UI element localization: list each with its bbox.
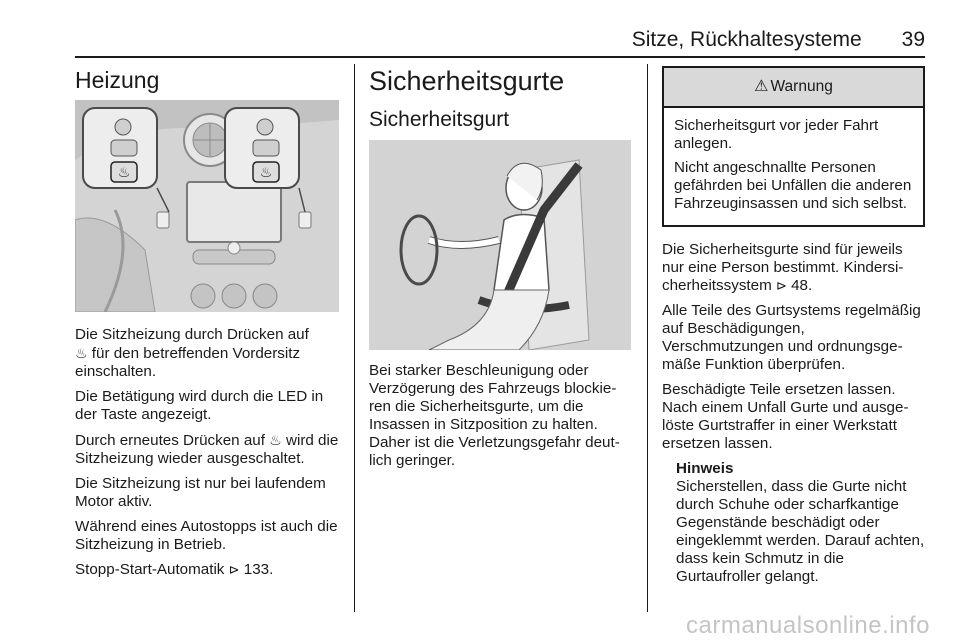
paragraph-2: Alle Teile des Gurtsystems regelmäßig auf Beschädigungen, Verschmutzungen und ordnungsgemäße Funktion überprüfen. [662, 302, 921, 373]
paragraph-1: Bei starker Beschleunigung oder Verzögerung des Fahrzeugs blockieren die Sicherheitsgurte, um die Insassen in Sitzposition zu halten. Daher ist die Verletzungsgefahr deutlich geringer. [369, 362, 620, 469]
heizung-text [75, 326, 345, 586]
page-reference-link[interactable]: 133. [243, 561, 274, 578]
warning-paragraph-2: Nicht angeschnallte Personen gefährden bei Unfällen die anderen Fahrzeuginsassen und sich selbst. [674, 159, 912, 212]
paragraph-3: Beschädigte Teile ersetzen lassen. Nach einem Unfall Gurte und ausgelöste Gurtstraffer in einer Werkstatt ersetzen lassen. [662, 381, 909, 452]
section-heading-heizung: Heizung [75, 67, 160, 93]
seatbelt-illustration [369, 140, 631, 350]
warning-body [664, 108, 923, 225]
note-title: Hinweis [676, 460, 734, 477]
warning-triangle-icon: ⚠ [754, 78, 769, 95]
note-box [676, 460, 925, 586]
page-header [75, 28, 925, 54]
dashboard-illustration [75, 100, 339, 312]
page-number: 39 [901, 28, 925, 51]
section-heading-sicherheitsgurte: Sicherheitsgurte [369, 66, 565, 96]
chapter-title: Sitze, Rückhaltesysteme [631, 28, 862, 51]
seat-heating-icon: ♨ [75, 345, 88, 361]
warning-box [662, 66, 925, 227]
seatbelt-figure [369, 140, 631, 350]
gurt-text [662, 241, 925, 586]
paragraph-1: Die Sicherheitsgurte sind für jeweils nur eine Person bestimmt. Kindersicherheitssystem ⊳ 48. [662, 241, 904, 294]
warning-paragraph-1: Sicherheitsgurt vor jeder Fahrt anlegen. [674, 117, 879, 152]
seat-heating-icon: ♨ [269, 432, 282, 448]
header-rule [75, 56, 925, 58]
note-text: Sicherstellen, dass die Gurte nicht durch Schuhe oder scharfkantige Gegenstände beschädigt oder eingeklemmt werden. Darauf achten, dass kein Schmutz in die Gurtaufroller gelangt. [676, 478, 925, 585]
page-reference-link[interactable]: 48. [791, 277, 813, 294]
warning-title: Warnung [770, 78, 833, 95]
subheading-sicherheitsgurt: Sicherheitsgurt [369, 108, 510, 131]
warning-header [664, 68, 923, 108]
paragraph-6: Stopp-Start-Automatik ⊳ 133. [75, 561, 274, 578]
column-divider-1 [354, 64, 355, 612]
column-divider-2 [647, 64, 648, 612]
seat-heating-controls-figure [75, 100, 339, 312]
page-ref-arrow-icon: ⊳ [775, 278, 787, 293]
paragraph-4: Die Sitzheizung ist nur bei laufendem Motor aktiv. [75, 475, 326, 510]
column-warnung [662, 60, 925, 586]
svg-text:♨: ♨ [259, 164, 273, 180]
watermark: carmanualsonline.info [686, 612, 930, 639]
svg-text:♨: ♨ [117, 164, 131, 180]
page-ref-arrow-icon: ⊳ [228, 562, 240, 577]
paragraph-1: Die Sitzheizung durch Drücken auf ♨ für den betreffenden Vordersitz einschalten. [75, 326, 309, 380]
column-heizung [75, 60, 345, 578]
sicherheitsgurt-text [369, 362, 633, 477]
paragraph-2: Die Betätigung wird durch die LED in der Taste angezeigt. [75, 388, 324, 423]
paragraph-5: Während eines Autostopps ist auch die Sitzheizung in Betrieb. [75, 518, 338, 553]
column-sicherheitsgurte [369, 60, 633, 469]
paragraph-3: Durch erneutes Drücken auf ♨ wird die Sitzheizung wieder ausgeschaltet. [75, 432, 339, 467]
